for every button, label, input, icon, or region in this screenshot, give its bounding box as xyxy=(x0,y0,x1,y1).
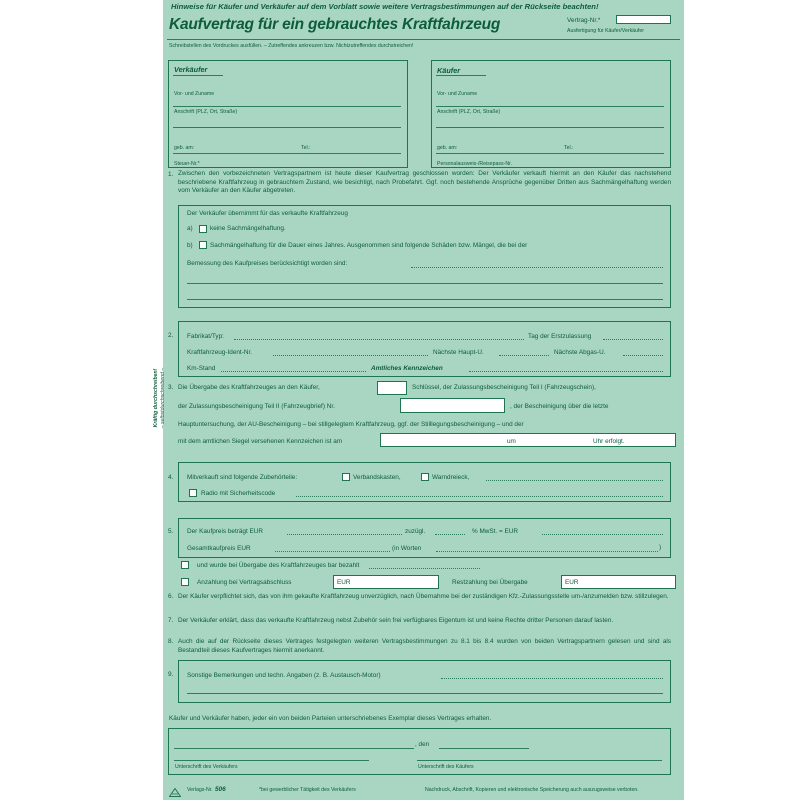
opt-b-label-cont: Bemessung des Kaufpreises berücksichtigt worden sind: xyxy=(187,260,348,267)
s1-number: 1. xyxy=(168,171,174,178)
radio-checkbox[interactable] xyxy=(189,489,197,497)
signature-intro: Käufer und Verkäufer haben, jeder ein von beiden Parteien unterschriebenes Exemplar dieses Vertrages erhalten. xyxy=(169,715,492,722)
s4-box xyxy=(178,462,671,502)
first-reg-label: Tag der Erstzulassung xyxy=(528,333,592,340)
remarks-line-2[interactable] xyxy=(187,693,663,694)
instruction-text: Schreibstellen des Vordruckes ausfüllen. – Zutreffendes ankreuzen bzw. Nichtzutreffendes durchstreichen! xyxy=(169,43,414,49)
buyer-name-label: Vor- und Zuname xyxy=(437,91,478,97)
date-separator: , den xyxy=(415,741,430,748)
deposit-field[interactable] xyxy=(333,575,439,589)
seller-signature-label: Unterschrift des Verkäufers xyxy=(175,764,238,770)
buyer-address-line[interactable] xyxy=(436,127,664,128)
seller-title: Verkäufer xyxy=(174,65,208,74)
seller-title-rule xyxy=(173,75,223,76)
s1-box xyxy=(178,205,671,308)
total-label: Gesamtkaufpreis EUR xyxy=(187,545,251,552)
header-hint: Hinweise für Käufer und Verkäufer auf dem Vorblatt sowie weitere Vertragsbestimmungen auf der Rückseite beachten! xyxy=(171,2,599,11)
seller-tax-label: Steuer-Nr.* xyxy=(174,161,200,167)
in-words-label: (in Worten xyxy=(392,545,422,552)
s3-uhr: Uhr erfolgt. xyxy=(593,438,625,445)
vat-rate-line[interactable] xyxy=(435,534,465,535)
s4-number: 4. xyxy=(168,474,174,481)
rest-currency: EUR xyxy=(565,579,579,586)
vat-label: % MwSt. = EUR xyxy=(472,528,518,535)
s6-number: 6. xyxy=(168,593,174,600)
accessories-intro: Mitverkauft sind folgende Zubehörteile: xyxy=(187,474,298,481)
buyer-signature-line[interactable] xyxy=(417,760,662,761)
buyer-id-label: Personalausweis-/Reisepass-Nr. xyxy=(437,161,512,167)
seller-phone-label: Tel.: xyxy=(301,145,311,151)
buyer-born-phone-line[interactable] xyxy=(436,153,664,154)
seller-name-line[interactable] xyxy=(173,106,401,107)
s9-box xyxy=(178,660,671,703)
first-reg-line[interactable] xyxy=(603,339,663,340)
seller-signature-line[interactable] xyxy=(174,760,369,761)
publisher-label: Verlags-Nr. xyxy=(187,787,213,793)
s3-line1a: Die Übergabe des Kraftfahrzeuges an den Käufer, xyxy=(178,384,320,391)
seller-born-label: geb. am: xyxy=(174,145,195,151)
s2-number: 2. xyxy=(168,332,174,339)
buyer-signature-label: Unterschrift des Käufers xyxy=(418,764,474,770)
s1-box-intro: Der Verkäufer übernimmt für das verkaufte Kraftfahrzeug xyxy=(187,210,348,217)
opt-a-checkbox[interactable] xyxy=(199,225,207,233)
s3-line2b: , der Bescheinigung über die letzte xyxy=(510,403,609,410)
next-hu-label: Nächste Haupt-U. xyxy=(433,349,484,356)
keys-count-field[interactable] xyxy=(377,381,407,395)
s3-line3: Hauptuntersuchung, der AU-Bescheinigung – bei stillgelegtem Kraftfahrzeug, ggf. der Stilllegungsbescheinigung – und der xyxy=(178,421,524,428)
in-words-line[interactable] xyxy=(436,551,658,552)
seller-address-line[interactable] xyxy=(173,127,401,128)
contract-no-label: Vertrag-Nr.* xyxy=(567,17,601,24)
header-rule xyxy=(167,39,680,40)
buyer-address-label: Anschrift (PLZ, Ort, Straße) xyxy=(437,109,501,115)
seller-name-label: Vor- und Zuname xyxy=(174,91,215,97)
vat-plus-label: zuzügl. xyxy=(405,528,426,535)
contract-no-field[interactable] xyxy=(616,15,671,24)
s2-box xyxy=(178,321,671,377)
warning-triangle-checkbox[interactable] xyxy=(421,473,429,481)
opt-b-label: Sachmängelhaftung für die Dauer eines Jahres. Ausgenommen sind folgende Schäden bzw. Mängel, die bei der xyxy=(210,242,528,249)
page-title: Kaufvertrag für ein gebrauchtes Kraftfahrzeug xyxy=(169,16,501,33)
s6-text: Der Käufer verpflichtet sich, das von ihm gekaufte Kraftfahrzeug unverzüglich, nach Übernahme bei der zuständigen Kfz.-Zulassungsstelle um-/anzumelden bzw. stillzulegen. xyxy=(178,593,669,600)
copy-for-label: Ausfertigung für Käufer/Verkäufer xyxy=(567,28,644,34)
buyer-title: Käufer xyxy=(437,66,461,75)
price-line[interactable] xyxy=(287,534,402,535)
date-line[interactable] xyxy=(439,748,529,749)
s3-line1b: Schlüssel, der Zulassungsbescheinigung Teil I (Fahrzeugschein), xyxy=(412,384,596,391)
opt-a-letter: a) xyxy=(187,225,193,232)
total-line[interactable] xyxy=(275,551,390,552)
vin-line[interactable] xyxy=(273,355,428,356)
rest-payment-field[interactable] xyxy=(561,575,676,589)
footer-note: *bei gewerblicher Tätigkeit des Verkäufers xyxy=(259,787,356,793)
s3-line4a: mit dem amtlichen Siegel versehenen Kennzeichen ist am xyxy=(178,438,343,445)
remarks-label: Sonstige Bemerkungen und techn. Angaben (z. B. Austausch-Motor) xyxy=(187,672,381,679)
next-au-label: Nächste Abgas-U. xyxy=(554,349,606,356)
first-aid-checkbox[interactable] xyxy=(342,473,350,481)
make-label: Fabrikat/Typ: xyxy=(187,333,224,340)
damages-line-3[interactable] xyxy=(187,299,663,300)
place-line[interactable] xyxy=(174,748,414,749)
price-label: Der Kaufpreis beträgt EUR xyxy=(187,528,264,535)
s8-text: Auch die auf der Rückseite dieses Vertrages festgelegten weiteren Vertragsbestimmungen zu 8.1 bis 8.4 wurden von beiden Vertragspartnern gelesen und sind als Bestandteil dieses Kaufvertrages hiermit anerkannt. xyxy=(178,638,671,654)
plate-label: Amtliches Kennzeichen xyxy=(371,365,443,372)
s7-text: Der Verkäufer erklärt, dass das verkaufte Kraftfahrzeug nebst Zubehör sein frei verfügbares Eigentum ist und keine Rechte dritter Personen darauf lasten. xyxy=(178,617,614,624)
rest-payment-label: Restzahlung bei Übergabe xyxy=(452,579,528,586)
next-au-line[interactable] xyxy=(623,355,663,356)
radio-label: Radio mit Sicherheitscode xyxy=(201,490,276,497)
seller-born-phone-line[interactable] xyxy=(173,153,401,154)
signature-box xyxy=(168,728,671,775)
s5-number: 5. xyxy=(168,528,174,535)
buyer-title-rule xyxy=(436,75,486,76)
first-aid-label: Verbandskasten, xyxy=(353,474,401,481)
registration-no-field[interactable] xyxy=(400,398,505,413)
make-line[interactable] xyxy=(234,339,524,340)
publisher-number: 506 xyxy=(215,786,226,793)
s3-um: um xyxy=(507,438,516,445)
s8-number: 8. xyxy=(168,638,174,645)
side-note-2: – selbstdurchschreibend – xyxy=(160,367,166,429)
opt-b-checkbox[interactable] xyxy=(199,241,207,249)
footer-copyright: Nachdruck, Abschrift, Kopieren und elektronische Speicherung auch auszugsweise verboten. xyxy=(425,787,639,793)
next-hu-line[interactable] xyxy=(499,355,549,356)
contract-form xyxy=(153,0,684,800)
s3-number: 3. xyxy=(168,384,174,391)
deposit-checkbox[interactable] xyxy=(181,578,189,586)
paid-cash-checkbox[interactable] xyxy=(181,561,189,569)
deposit-label: Anzahlung bei Vertragsabschluss xyxy=(197,579,292,586)
buyer-born-label: geb. am: xyxy=(437,145,458,151)
paid-cash-line[interactable] xyxy=(369,568,480,569)
deposit-currency: EUR xyxy=(337,579,351,586)
km-label: Km-Stand xyxy=(187,365,216,372)
opt-a-label: keine Sachmängelhaftung. xyxy=(210,225,286,232)
vin-label: Kraftfahrzeug-Ident-Nr. xyxy=(187,349,253,356)
damages-line-1[interactable] xyxy=(411,267,663,268)
seller-box xyxy=(168,60,408,168)
buyer-box xyxy=(431,60,671,168)
paid-cash-label: und wurde bei Übergabe des Kraftfahrzeuges bar bezahlt xyxy=(197,562,360,569)
vat-amount-line[interactable] xyxy=(542,534,663,535)
buyer-phone-label: Tel.: xyxy=(564,145,574,151)
remarks-line-1[interactable] xyxy=(441,678,663,679)
damages-line-2[interactable] xyxy=(187,283,663,284)
s1-text: Zwischen den vorbezeichneten Vertragspartnern ist heute dieser Kaufvertrag geschlossen worden: Der Verkäufer verkauft hiermit an den Käufer das nachstehend beschriebene Kraftfahrzeug in gebrauchtem Zustand, wie besichtigt, nach Probefahrt. Ggf. noch bestehende Ansprüche gegenüber Dritten aus Sachmängelhaftung werden vom Verkäufer an den Käufer abgetreten. xyxy=(178,170,671,195)
seller-address-label: Anschrift (PLZ, Ort, Straße) xyxy=(174,109,238,115)
s3-line2a: der Zulassungsbescheinigung Teil II (Fahrzeugbrief) Nr. xyxy=(178,403,335,410)
accessories-line-2[interactable] xyxy=(296,496,663,497)
plate-line[interactable] xyxy=(469,371,663,372)
s5-box xyxy=(178,518,671,558)
opt-b-letter: b) xyxy=(187,242,193,249)
km-line[interactable] xyxy=(221,371,366,372)
s9-number: 9. xyxy=(168,671,174,678)
handover-datetime-field[interactable] xyxy=(380,433,676,447)
accessories-line-1[interactable] xyxy=(486,480,663,481)
buyer-name-line[interactable] xyxy=(436,106,664,107)
warning-triangle-label: Warndreieck, xyxy=(432,474,470,481)
side-note-1: Kräftig durchschreiben! xyxy=(153,368,159,428)
in-words-close: ) xyxy=(659,544,662,551)
publisher-logo-icon xyxy=(169,784,181,793)
s7-number: 7. xyxy=(168,617,174,624)
